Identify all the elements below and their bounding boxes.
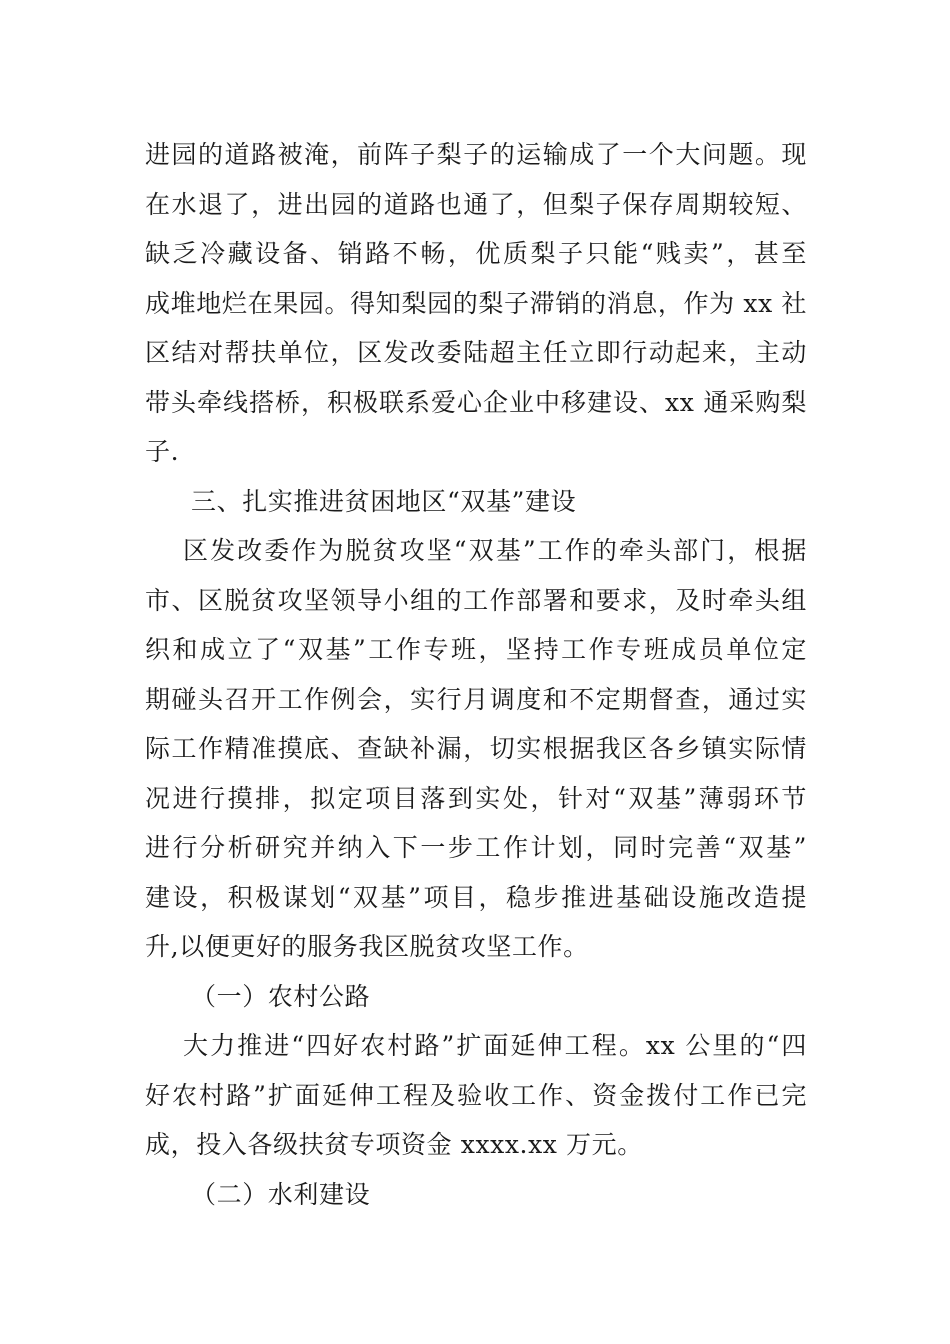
text-line: 市、区脱贫攻坚领导小组的工作部署和要求，及时牵头组 (145, 585, 807, 615)
text-line: 子. (145, 437, 180, 466)
text-line: 带头牵线搭桥，积极联系爱心企业中移建设、xx 通采购梨 (145, 387, 807, 417)
text-line: 建设，积极谋划“双基”项目，稳步推进基础设施改造提 (145, 882, 807, 912)
text-line: 区结对帮扶单位，区发改委陆超主任立即行动起来，主动 (145, 338, 807, 367)
text-line: 区发改委作为脱贫攻坚“双基”工作的牵头部门，根据 (183, 536, 807, 565)
subheading-water-conservancy: （二）水利建设 (191, 1179, 371, 1209)
text-line: 大力推进“四好农村路”扩面延伸工程。xx 公里的“四 (183, 1031, 807, 1060)
text-line: 成堆地烂在果园。得知梨园的梨子滞销的消息，作为 xx 社 (145, 288, 807, 318)
text-line: 升,以便更好的服务我区脱贫攻坚工作。 (145, 932, 589, 961)
document-body (145, 130, 807, 1219)
text-line: 期碰头召开工作例会，实行月调度和不定期督查，通过实 (145, 684, 807, 714)
text-line: 缺乏冷藏设备、销路不畅，优质梨子只能“贱卖”，甚至 (145, 239, 807, 268)
text-line: 织和成立了“双基”工作专班，坚持工作专班成员单位定 (145, 635, 807, 664)
paragraph-shuangji (145, 526, 807, 972)
text-line: 好农村路”扩面延伸工程及验收工作、资金拨付工作已完 (145, 1080, 807, 1110)
subheading-rural-roads: （一）农村公路 (191, 981, 371, 1011)
text-line: 进行分析研究并纳入下一步工作计划，同时完善“双基” (145, 833, 807, 862)
text-line: 进园的道路被淹，前阵子梨子的运输成了一个大问题。现 (145, 140, 807, 169)
paragraph-pear-sales (145, 130, 807, 477)
text-line: 在水退了，进出园的道路也通了，但梨子保存周期较短、 (145, 189, 807, 219)
paragraph-rural-roads (145, 1021, 807, 1170)
text-line: 成，投入各级扶贫专项资金 xxxx.xx 万元。 (145, 1130, 643, 1159)
text-line: 际工作精准摸底、查缺补漏，切实根据我区各乡镇实际情 (145, 734, 807, 763)
text-line: 况进行摸排，拟定项目落到实处，针对“双基”薄弱环节 (145, 783, 807, 813)
section-heading-three: 三、扎实推进贫困地区“双基”建设 (191, 486, 577, 516)
